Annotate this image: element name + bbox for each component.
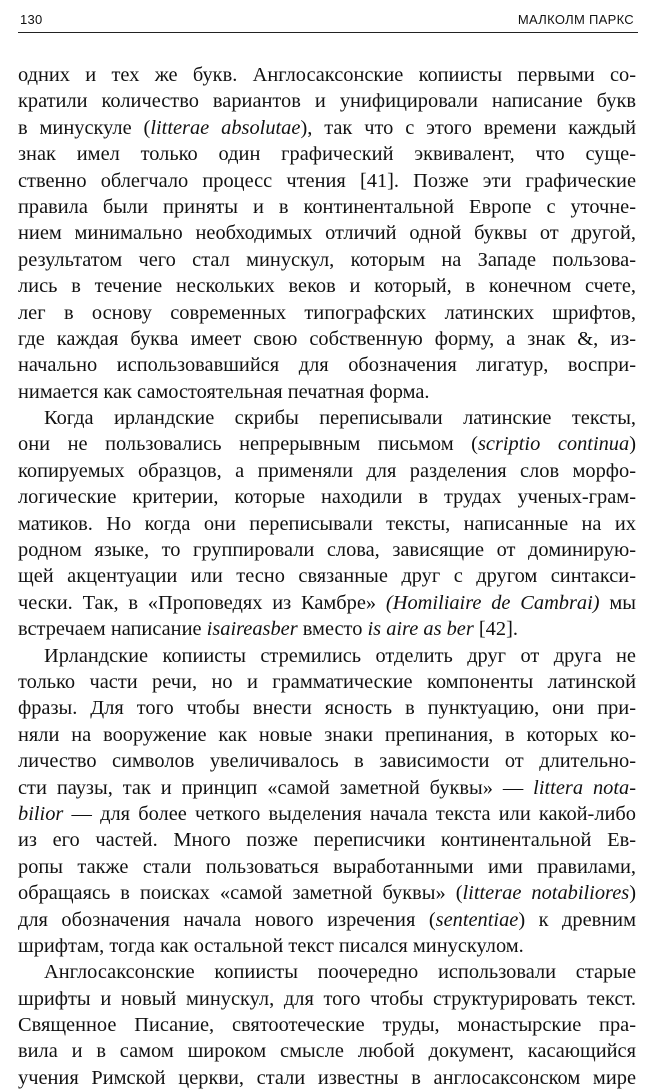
text-line: Англосаксонские копиисты поочередно использовали старые (44, 961, 636, 984)
italic-term: litterae absolutae (150, 116, 301, 139)
text-line: одних и тех же букв. Англосаксонские копиисты первыми со- (18, 64, 636, 86)
text-line: начально использовавшийся для обозначения лигатур, воспри- (18, 354, 636, 377)
text-line: где каждая буква имеет свою собственную форму, а знак &, из- (18, 327, 636, 350)
italic-term: (Homiliaire de Cambrai) (385, 591, 600, 614)
text-line: Когда ирландские скрибы переписывали латинские тексты, (44, 407, 636, 430)
text-line: шрифты и новый минускул, для того чтобы структурировать текст. (18, 987, 636, 1010)
text-line: Священное Писание, святоотеческие труды, монастырские пра- (18, 1014, 636, 1037)
text-line: встречаем написание isaireasber вместо is aire as ber [42]. (18, 618, 518, 641)
text-line: знак имел только один графический эквивалент, что суще- (18, 143, 636, 166)
paragraph (18, 62, 636, 405)
book-page (18, 0, 638, 1089)
body-text (18, 62, 636, 1091)
page-header (18, 8, 638, 33)
text-line: матиков. Но когда они переписывали тексты, написанные на их (18, 512, 636, 535)
text-line: из его частей. Много позже переписчики континентальной Ев- (18, 829, 636, 852)
text-line: сти паузы, так и принцип «самой заметной буквы» — littera nota- (18, 776, 636, 799)
text-line: няли на вооружение как новые знаки препинания, в которых ко- (18, 723, 636, 746)
text-line: кратили количество вариантов и унифицировали написание букв (18, 90, 636, 113)
italic-term: bilior (18, 802, 64, 825)
text-line: они не пользовались непрерывным письмом (scriptio continua) (18, 433, 636, 456)
text-line: фразы. Для того чтобы внести ясность в пунктуацию, они при- (18, 697, 636, 720)
text-line: только части речи, но и грамматические компоненты латинской (18, 670, 636, 693)
italic-term: is aire as ber (367, 618, 474, 641)
running-head: МАЛКОЛМ ПАРКС (517, 12, 634, 27)
italic-term: littera nota- (533, 776, 636, 799)
text-line: лись в течение нескольких веков и который, в конечном счете, (18, 275, 636, 298)
text-line: лег в основу современных типографских латинских шрифтов, (18, 301, 636, 324)
text-line: обращаясь в поисках «самой заметной буквы» (litterae notabiliores) (18, 882, 637, 905)
text-line: результатом чего стал минускул, которым на Западе пользова- (18, 248, 636, 271)
text-line: щей акцентуации или тесно связанные друг с другом синтакси- (18, 565, 636, 588)
text-line: нием минимально необходимых отличий одной буквы от другой, (18, 222, 636, 245)
italic-term: isaireasber (206, 618, 298, 641)
paragraph (18, 405, 636, 643)
text-line: чески. Так, в «Проповедях из Камбре» (Homiliaire de Cambrai) мы (18, 591, 636, 614)
text-line: нимается как самостоятельная печатная форма. (18, 380, 430, 403)
italic-term: litterae notabiliores (462, 882, 630, 905)
text-line: Ирландские копиисты стремились отделить друг от друга не (44, 644, 636, 667)
paragraph (18, 643, 636, 960)
text-line: копируемых образцов, а применяли для разделения слов морфо- (18, 459, 636, 482)
italic-term: sententiae (435, 908, 519, 931)
text-line: логические критерии, которые находили в трудах ученых-грам- (18, 486, 636, 509)
italic-term: scriptio continua (477, 433, 630, 456)
text-line: ственно облегчало процесс чтения [41]. Позже эти графические (18, 169, 636, 192)
paragraph (18, 959, 636, 1091)
text-line: шрифтам, тогда как остальной текст писался минускулом. (18, 934, 524, 957)
text-line: bilior — для более четкого выделения начала текста или какой-либо (18, 802, 636, 825)
text-line: родном языке, то группировали слова, зависящие от доминирую- (18, 539, 636, 562)
text-line: ропы также стали пользоваться выработанными ими правилами, (18, 855, 636, 878)
text-line: личество символов увеличивалось в зависимости от длительно- (18, 750, 636, 773)
page-number: 130 (20, 12, 43, 27)
text-line: правила были приняты и в континентальной Европе с уточне- (18, 195, 636, 218)
text-line: для обозначения начала нового изречения (sententiae) к древним (18, 908, 636, 931)
text-line: учения Римской церкви, стали известны в англосаксонском мире (18, 1066, 636, 1089)
text-line: вила и в самом широком смысле любой документ, касающийся (18, 1040, 636, 1063)
text-line: в минускуле (litterae absolutae), так что с этого времени каждый (18, 116, 636, 139)
